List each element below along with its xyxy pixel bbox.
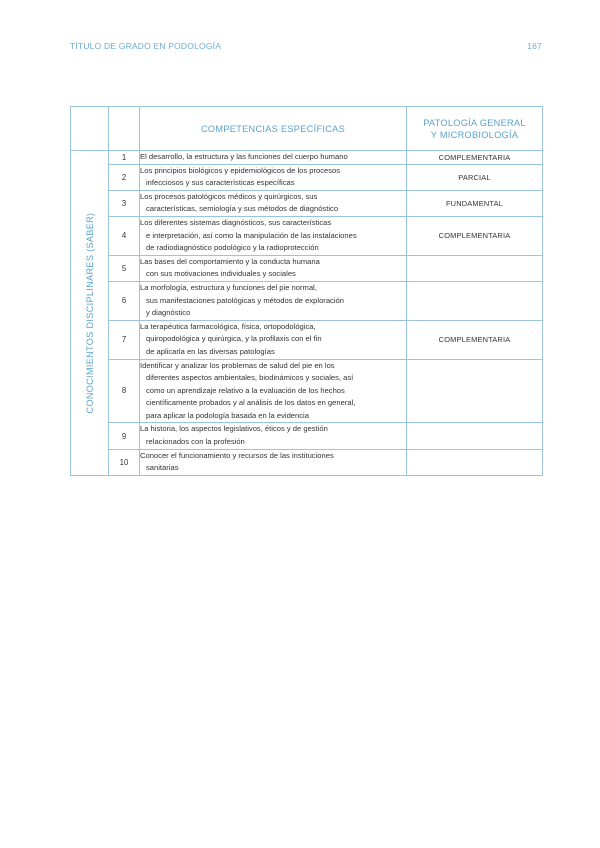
table-row bbox=[71, 281, 543, 320]
table-row bbox=[71, 216, 543, 255]
row-number: 8 bbox=[109, 359, 140, 423]
competencia-line: La morfología, estructura y funciones del pie normal, bbox=[140, 282, 317, 292]
subject-value bbox=[407, 423, 543, 449]
competencia-text bbox=[140, 216, 407, 255]
running-header bbox=[70, 41, 542, 51]
competencia-line: Los diferentes sistemas diagnósticos, sus características bbox=[140, 217, 332, 227]
row-number: 6 bbox=[109, 281, 140, 320]
table-row bbox=[71, 255, 543, 281]
competencia-text bbox=[140, 281, 407, 320]
competencia-line: como un aprendizaje relativo a la evaluación de los hechos bbox=[146, 385, 345, 395]
competencia-text bbox=[140, 320, 407, 359]
competencia-line: relacionados con la profesión bbox=[146, 437, 245, 447]
competencia-line: con sus motivaciones individuales y sociales bbox=[146, 269, 296, 279]
header-subject-line2: Y MICROBIOLOGÍA bbox=[430, 129, 519, 140]
subject-value: COMPLEMENTARIA bbox=[407, 320, 543, 359]
header-competencias: COMPETENCIAS ESPECÍFICAS bbox=[140, 107, 407, 151]
competencia-line: científicamente probados y al análisis de los datos en general, bbox=[146, 398, 356, 408]
competencia-line: sanitarias bbox=[146, 463, 179, 473]
subject-value: FUNDAMENTAL bbox=[407, 190, 543, 216]
table-row bbox=[71, 320, 543, 359]
header-number-cell bbox=[109, 107, 140, 151]
row-number: 5 bbox=[109, 255, 140, 281]
subject-value bbox=[407, 449, 543, 475]
table-row bbox=[71, 423, 543, 449]
competencia-line: El desarrollo, la estructura y las funciones del cuerpo humano bbox=[140, 152, 348, 161]
header-subject-line1: PATOLOGÍA GENERAL bbox=[423, 117, 526, 128]
row-number: 4 bbox=[109, 216, 140, 255]
competencia-line: y diagnóstico bbox=[146, 308, 191, 318]
row-number: 1 bbox=[109, 151, 140, 165]
competencia-line: La terapéutica farmacológica, física, ortopodológica, bbox=[140, 321, 316, 331]
competencia-line: diferentes aspectos ambientales, biodinámicos y sociales, así bbox=[146, 373, 354, 383]
row-number: 10 bbox=[109, 449, 140, 475]
competencia-line: Identificar y analizar los problemas de salud del pie en los bbox=[140, 360, 335, 370]
competencia-text bbox=[140, 449, 407, 475]
competencia-text bbox=[140, 359, 407, 423]
table-row bbox=[71, 151, 543, 165]
table-row bbox=[71, 164, 543, 190]
group-label: CONOCIMIENTOS DISCIPLINARES (SABER) bbox=[84, 212, 95, 414]
subject-value bbox=[407, 281, 543, 320]
table-body bbox=[71, 151, 543, 476]
competencia-line: Los principios biológicos y epidemiológicos de los procesos bbox=[140, 165, 341, 175]
competencia-line: de radiodiagnóstico podológico y la radioprotección bbox=[146, 243, 319, 253]
subject-value: COMPLEMENTARIA bbox=[407, 216, 543, 255]
competencia-line: características, semiología y sus métodos de diagnóstico bbox=[146, 204, 339, 214]
row-number: 2 bbox=[109, 164, 140, 190]
table-row bbox=[71, 190, 543, 216]
table-row bbox=[71, 449, 543, 475]
table-row bbox=[71, 359, 543, 423]
competencia-text bbox=[140, 164, 407, 190]
competencia-line: Las bases del comportamiento y la conducta humana bbox=[140, 256, 320, 266]
running-title: TÍTULO DE GRADO EN PODOLOGÍA bbox=[70, 41, 222, 51]
competencia-line: e interpretación, así como la manipulación de las instalaciones bbox=[146, 230, 357, 240]
table-header-row bbox=[71, 107, 543, 151]
row-number: 7 bbox=[109, 320, 140, 359]
competencia-line: quiropodológica y quirúrgica, y la profilaxis con el fin bbox=[146, 334, 322, 344]
competencia-line: Los procesos patológicos médicos y quirúrgicos, sus bbox=[140, 191, 318, 201]
row-number: 9 bbox=[109, 423, 140, 449]
group-cell bbox=[71, 151, 109, 476]
competencia-line: sus manifestaciones patológicas y métodos de exploración bbox=[146, 295, 344, 305]
competencia-text bbox=[140, 255, 407, 281]
competencia-line: Conocer el funcionamiento y recursos de las instituciones bbox=[140, 450, 334, 460]
competencia-line: infecciosos y sus características específicas bbox=[146, 178, 295, 188]
competencia-line: La historia, los aspectos legislativos, éticos y de gestión bbox=[140, 424, 328, 434]
subject-value bbox=[407, 359, 543, 423]
subject-value bbox=[407, 255, 543, 281]
page-number: 167 bbox=[527, 41, 542, 51]
header-subject bbox=[407, 107, 543, 151]
competencia-line: para aplicar la podología basada en la evidencia bbox=[146, 410, 309, 420]
competencias-table bbox=[70, 106, 543, 476]
competencia-text bbox=[140, 190, 407, 216]
competencia-line: de aplicarla en las diversas patologías bbox=[146, 346, 275, 356]
competencia-text bbox=[140, 423, 407, 449]
row-number: 3 bbox=[109, 190, 140, 216]
header-blank-cell bbox=[71, 107, 109, 151]
subject-value: COMPLEMENTARIA bbox=[407, 151, 543, 165]
subject-value: PARCIAL bbox=[407, 164, 543, 190]
competencia-text bbox=[140, 151, 407, 165]
